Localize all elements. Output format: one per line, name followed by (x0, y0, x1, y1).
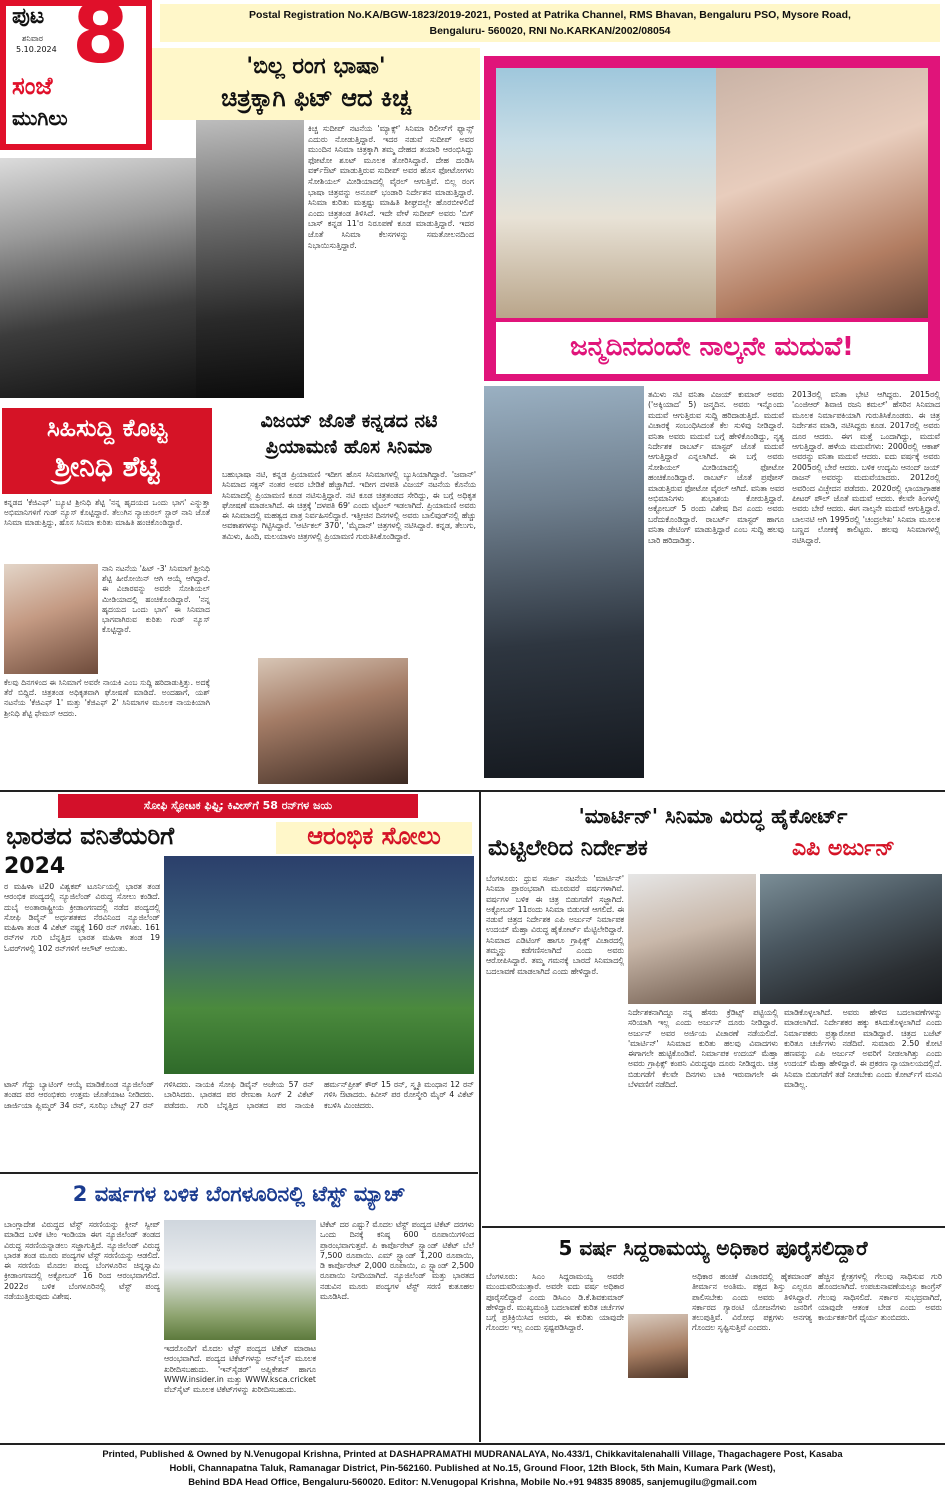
kiccha-headline-1: 'ಬಿಲ್ಲ ರಂಗ ಭಾಷಾ' (246, 54, 386, 79)
cricket-headline-a: ಭಾರತದ ವನಿತೆಯರಿಗೆ (6, 822, 175, 850)
priyamani-photo (258, 658, 408, 784)
srinidhi-headline-1: ಸಿಹಿಸುದ್ದಿ ಕೊಟ್ಟ (46, 414, 168, 442)
kiccha-headline-2: ಚಿತ್ರಕ್ಕಾಗಿ ಫಿಟ್ ಆದ ಕಿಚ್ಚ (221, 84, 411, 112)
test-match-body-col3: ಟಿಕೆಟ್ ದರ ಎಷ್ಟು? ಮೊದಲ ಟೆಸ್ಟ್ ಪಂದ್ಯದ ಟಿಕೆಟ್ ದರಗಳು ಒಂದು ದಿನಕ್ಕೆ ಕನಿಷ್ಠ 600 ರೂಪಾಯಿಗಳಿಂದ ಪ್ರಾರಂಭವಾಗುತ್ತವೆ. ಪಿ ಕಾರ್ಪೊರೇಟ್ ಸ್ಟ್ಯಾಂಡ್ ಟಿಕೆಟ್ ಬೆಲೆ 7,500 ರೂಪಾಯಿ. ಎಮ್ ಸ್ಟ್ಯಾಂಡ್ 1,200 ರೂಪಾಯಿ, ಡಿ ಕಾರ್ಪೊರೇಟ್ 2,000 ರೂಪಾಯಿ, ಎ ಸ್ಟ್ಯಾಂಡ್ 2,500 ರೂಪಾಯಿ ನಿಗದಿಯಾಗಿದೆ. ನ್ಯೂಜಿಲೆಂಡ್ ಮತ್ತು ಭಾರತದ ನಡುವಿನ ಮೂರು ಪಂದ್ಯಗಳ ಟೆಸ್ಟ್ ಸರಣಿ ಕುತೂಹಲ ಮೂಡಿಸಿದೆ. (320, 1220, 474, 1302)
kiccha-body: ಕಿಚ್ಚ ಸುದೀಪ್ ನಟನೆಯ 'ಮ್ಯಾಕ್ಸ್' ಸಿನಿಮಾ ರಿಲೀಸ್‌ಗೆ ಫ್ಯಾನ್ಸ್ ಎದುರು ನೋಡುತ್ತಿದ್ದಾರೆ. ಇದರ ನಡುವೆ ಸುದೀಪ್ ಅವರ ಮುಂದಿನ ಸಿನಿಮಾ ಚಿತ್ರಕ್ಕಾಗಿ ತಮ್ಮ ದೇಹದ ತಯಾರಿ ಆರಂಭಿಸಿದ್ದು ಫೋಟೋ ಶೂಟ್ ಮೂಲಕ ತೋರಿಸಿದ್ದಾರೆ. ದೇಹ ದಂಡಿಸಿ ವರ್ಕ್‌ಔಟ್ ಮಾಡುತ್ತಿರುವ ಸುದೀಪ್ ಅವರ ಹೊಸ ಫೋಟೋಗಳು ಸೋಶಿಯಲ್ ಮೀಡಿಯಾದಲ್ಲಿ ವೈರಲ್ ಆಗುತ್ತಿವೆ. ಬಿಲ್ಲ ರಂಗ ಭಾಷಾ ಚಿತ್ರವನ್ನು ಅನೂಪ್ ಭಂಡಾರಿ ನಿರ್ದೇಶನ ಮಾಡುತ್ತಿದ್ದಾರೆ. ಸಿನಿಮಾ ಕುರಿತು ಮತ್ತಷ್ಟು ಮಾಹಿತಿ ಶೀಘ್ರದಲ್ಲೇ ಹೊರಬೀಳಲಿದೆ ಎಂದು ಚಿತ್ರತಂಡ ತಿಳಿಸಿದೆ. ಇದೇ ವೇಳೆ ಸುದೀಪ್ ಅವರು 'ಬಿಗ್ ಬಾಸ್ ಕನ್ನಡ 11'ರ ನಿರೂಪಣೆ ಕೂಡ ಮಾಡುತ್ತಿದ್ದಾರೆ. ಇದರ ಜೊತೆ ಸಿನಿಮಾ ಕೆಲಸಗಳನ್ನು ಸಮತೋಲನದಿಂದ ನಿಭಾಯಿಸುತ್ತಿದ್ದಾರೆ. (308, 124, 474, 250)
cricket-kicker: ಸೋಫಿ ಸ್ಫೋಟಕ ಫಿಫ್ಟಿ; ಕಿವೀಸ್‌ಗೆ 58 ರನ್‌ಗಳ ಜಯ (143, 799, 333, 812)
mid-rule (0, 790, 945, 792)
paper-name-mugilu: ಮುಗಿಲು (12, 106, 68, 130)
footer-line-2: Hobli, Channapatna Taluk, Ramanagar District, Pin-562160. Published at No.15, Ground Floor, 12th Block, 5th Main, Kumara Park (West), (169, 1462, 776, 1473)
cricket-dateline: 2024 (4, 854, 66, 879)
vanitha-story (480, 48, 945, 788)
siddaramaiah-body-col1: ಬೆಂಗಳೂರು: ಸಿಎಂ ಸಿದ್ದರಾಮಯ್ಯ ಅವರೇ ಮುಂದುವರಿಯುತ್ತಾರೆ. ಅವರೇ ಐದು ವರ್ಷ ಅಧಿಕಾರ ಪೂರೈಸಲಿದ್ದಾರೆ ಎಂದು ಡಿಸಿಎಂ ಡಿ.ಕೆ.ಶಿವಕುಮಾರ್ ಹೇಳಿದ್ದಾರೆ. ಮುಖ್ಯಮಂತ್ರಿ ಬದಲಾವಣೆ ಕುರಿತ ಚರ್ಚೆಗಳ ಬಗ್ಗೆ ಪ್ರತಿಕ್ರಿಯಿಸಿದ ಅವರು, ಈ ಕುರಿತು ಯಾವುದೇ ಗೊಂದಲ ಇಲ್ಲ ಎಂದು ಸ್ಪಷ್ಟಪಡಿಸಿದ್ದಾರೆ. (486, 1272, 624, 1333)
priyamani-body: ಬಹುಭಾಷಾ ನಟಿ, ಕನ್ನಡ ಪ್ರಿಯಾಮಣಿ ಇದೀಗ ಹೊಸ ಸಿನಿಮಾಗಳಲ್ಲಿ ಬ್ಯುಸಿಯಾಗಿದ್ದಾರೆ. 'ಜವಾನ್' ಸಿನಿಮಾದ ಸಕ್ಸಸ್ ನಂತರ ಅವರ ಬೇಡಿಕೆ ಹೆಚ್ಚಾಗಿದೆ. ಇದೀಗ ದಳಪತಿ ವಿಜಯ್ ನಟನೆಯ ಕೊನೆಯ ಸಿನಿಮಾದಲ್ಲಿ ಪ್ರಿಯಾಮಣಿ ಕೂಡ ನಟಿಸುತ್ತಿದ್ದಾರೆ. ನಟಿ ಕೂಡ ಚಿತ್ರತಂಡದ ಸೇರಿದ್ದು, ಈ ಬಗ್ಗೆ ಅಧಿಕೃತ ಘೋಷಣೆ ಮಾಡಲಾಗಿದೆ. ಈ ಚಿತ್ರಕ್ಕೆ 'ದಳಪತಿ 69' ಎಂದು ಟೈಟಲ್ ಇಡಲಾಗಿದೆ. ಪ್ರಿಯಾಮಣಿ ಅವರು ಈ ಸಿನಿಮಾದಲ್ಲಿ ಮಹತ್ವದ ಪಾತ್ರ ನಿರ್ವಹಿಸಲಿದ್ದಾರೆ. ಇತ್ತೀಚಿನ ದಿನಗಳಲ್ಲಿ ಅವರು ಬಾಲಿವುಡ್‌ನಲ್ಲಿ ಹೆಚ್ಚು ಅವಕಾಶಗಳನ್ನು ಗಿಟ್ಟಿಸಿದ್ದಾರೆ. 'ಆರ್ಟಿಕಲ್ 370', 'ಮೈದಾನ್' ಚಿತ್ರಗಳಲ್ಲಿ ನಟಿಸಿದ್ದಾರೆ. ಕನ್ನಡ, ತೆಲುಗು, ತಮಿಳು, ಹಿಂದಿ, ಮಲಯಾಳಂ ಚಿತ್ರಗಳಲ್ಲಿ ಪ್ರಿಯಾಮಣಿ ಗುರುತಿಸಿಕೊಂಡಿದ್ದಾರೆ. (222, 470, 476, 541)
footer-rule (0, 1443, 945, 1445)
siddaramaiah-story (482, 1228, 945, 1440)
martin-body-col3: ಮಾಡಿಕೊಳ್ಳಲಾಗಿದೆ. ಅವರು ಹೇಳಿದ ಬದಲಾವಣೆಗಳನ್ನು ಮಾಡಲಾಗಿದೆ. ನಿರ್ದೇಶಕರ ಹಕ್ಕು ಕಸಿದುಕೊಳ್ಳಲಾಗಿದೆ ಎಂದು ನಿರ್ಮಾಪಕರು ಪ್ರತ್ಯಾರೋಪ ಮಾಡಿದ್ದಾರೆ. ಚಿತ್ರದ ಬಜೆಟ್ ಕುರಿತೂ ಚರ್ಚೆಗಳು ನಡೆದಿವೆ. ಸುಮಾರು 2.50 ಕೋಟಿ ಹಣವನ್ನು ಎಪಿ ಅರ್ಜುನ್ ಅವರಿಗೆ ನೀಡಲಾಗಿತ್ತು ಎಂದು ಉದಯ್ ಮೆಹ್ತಾ ಹೇಳಿದ್ದಾರೆ. ಈ ಪ್ರಕರಣ ನ್ಯಾಯಾಲಯದಲ್ಲಿದೆ. ಸಿನಿಮಾ ಬಿಡುಗಡೆಗೆ ತಡೆ ನೀಡಬೇಕು ಎಂದು ಕೋರ್ಟ್‌ಗೆ ಮನವಿ ಮಾಡಿಲ್ಲ. (784, 1008, 942, 1090)
footer (0, 1446, 945, 1491)
martin-photo-arjun (628, 874, 756, 1004)
srinidhi-body-bottom: ಕೆಲವು ದಿನಗಳಿಂದ ಈ ಸಿನಿಮಾಗೆ ಅವರೇ ನಾಯಕಿ ಎಂಬ ಸುದ್ದಿ ಹರಿದಾಡುತ್ತಿತ್ತು. ಅದಕ್ಕೆ ತೆರೆ ಬಿದ್ದಿದೆ. ಚಿತ್ರತಂಡ ಅಧಿಕೃತವಾಗಿ ಘೋಷಣೆ ಮಾಡಿದೆ. ಅಂದಹಾಗೆ, ಯಶ್ ನಟನೆಯ 'ಕೆಜಿಎಫ್ 1' ಮತ್ತು 'ಕೆಜಿಎಫ್ 2' ಸಿನಿಮಾಗಳ ಮೂಲಕ ನಾಯಕಿಯಾಗಿ ಶ್ರೀನಿಧಿ ಶೆಟ್ಟಿ ಫೇಮಸ್ ಆದರು. (4, 678, 210, 718)
siddaramaiah-headline: 5 ವರ್ಷ ಸಿದ್ದರಾಮಯ್ಯ ಅಧಿಕಾರ ಪೂರೈಸಲಿದ್ದಾರೆ (558, 1236, 868, 1260)
page-number: 8 (72, 0, 130, 82)
siddaramaiah-body-col2: ಅಧಿಕಾರ ಹಂಚಿಕೆ ವಿಚಾರದಲ್ಲಿ ಹೈಕಮಾಂಡ್ ತೀರ್ಮಾನ ಅಂತಿಮ. ಪಕ್ಷದ ಶಿಸ್ತು ಎಲ್ಲರೂ ಪಾಲಿಸಬೇಕು ಎಂದು ಅವರು ತಿಳಿಸಿದ್ದಾರೆ. ಸರ್ಕಾರದ ಗ್ಯಾರಂಟಿ ಯೋಜನೆಗಳು ಜನರಿಗೆ ತಲುಪುತ್ತಿವೆ. ವಿರೋಧ ಪಕ್ಷಗಳು ಅನಗತ್ಯ ಗೊಂದಲ ಸೃಷ್ಟಿಸುತ್ತಿವೆ ಎಂದರು. (692, 1272, 812, 1333)
cricket-headline-b: ಆರಂಭಿಕ ಸೋಲು (307, 822, 441, 850)
page-word: ಪುಟ (12, 4, 45, 29)
srinidhi-body-top: ಕನ್ನಡದ 'ಕೆಜಿಎಫ್' ಬ್ಯೂಟಿ ಶ್ರೀನಿಧಿ ಶೆಟ್ಟಿ 'ನನ್ನ ಹೃದಯದ ಒಂದು ಭಾಗ' ಎನ್ನುತ್ತಾ ಅಭಿಮಾನಿಗಳಿಗೆ ಗುಡ್ ನ್ಯೂಸ್ ಕೊಟ್ಟಿದ್ದಾರೆ. ತೆಲುಗಿನ ನ್ಯಾಚುರಲ್ ಸ್ಟಾರ್ ನಾನಿ ಜೊತೆ ಸಿನಿಮಾ ಮಾಡುತ್ತಿದ್ದು, ಹೊಸ ಸಿನಿಮಾ ಕುರಿತು ಮಾಹಿತಿ ಹಂಚಿಕೊಂಡಿದ್ದಾರೆ. (4, 498, 210, 528)
kiccha-story (0, 48, 480, 400)
priyamani-headline-2: ಪ್ರಿಯಾಮಣಿ ಹೊಸ ಸಿನಿಮಾ (265, 436, 433, 458)
test-match-body-col2: ಇದರೊಂದಿಗೆ ಮೊದಲ ಟೆಸ್ಟ್ ಪಂದ್ಯದ ಟಿಕೆಟ್ ಮಾರಾಟ ಆರಂಭವಾಗಿದೆ. ಪಂದ್ಯದ ಟಿಕೆಟ್‌ಗಳನ್ನು ಆನ್‌ಲೈನ್ ಮೂಲಕ ಖರೀದಿಸಬಹುದು. 'ಇನ್‌ಸೈಡರ್' ಅಪ್ಲಿಕೇಶನ್ ಹಾಗೂ WWW.insider.in ಮತ್ತು WWW.ksca.cricket ವೆಬ್‌ಸೈಟ್ ಮೂಲಕ ಟಿಕೆಟ್‌ಗಳನ್ನು ಖರೀದಿಸಬಹುದು. (164, 1344, 316, 1395)
cricket-women-photo (164, 856, 474, 1074)
kiccha-photo-left (0, 158, 196, 398)
col-rule (479, 792, 481, 1442)
martin-story (482, 794, 945, 1224)
siddaramaiah-photo (628, 1314, 688, 1378)
vanitha-photo-portrait (716, 68, 928, 318)
paper-name-sanje: ಸಂಜೆ (12, 72, 53, 100)
test-match-story (0, 1176, 478, 1440)
women-cricket-story (0, 794, 478, 1170)
siddaramaiah-body-col3: ಹೆಚ್ಚಿನ ಕ್ಷೇತ್ರಗಳಲ್ಲಿ ಗೆಲುವು ಸಾಧಿಸುವ ಗುರಿ ಹೊಂದಲಾಗಿದೆ. ಉಪಚುನಾವಣೆಯಲ್ಲೂ ಕಾಂಗ್ರೆಸ್ ಗೆಲುವು ಸಾಧಿಸಲಿದೆ. ಸರ್ಕಾರ ಸುಭದ್ರವಾಗಿದೆ, ಯಾವುದೇ ಆತಂಕ ಬೇಡ ಎಂದು ಅವರು ಕಾರ್ಯಕರ್ತರಿಗೆ ಧೈರ್ಯ ತುಂಬಿದರು. (818, 1272, 942, 1323)
test-match-body-col1: ಬಾಂಗ್ಲಾದೇಶ ವಿರುದ್ಧದ ಟೆಸ್ಟ್ ಸರಣಿಯನ್ನು ಕ್ಲೀನ್ ಸ್ವೀಪ್ ಮಾಡಿದ ಬಳಿಕ ಟೀಂ ಇಂಡಿಯಾ ಈಗ ನ್ಯೂಜಿಲೆಂಡ್ ತಂಡದ ವಿರುದ್ಧ ಸರಣಿಯನ್ನಾಡಲು ಸಜ್ಜಾಗುತ್ತಿದೆ. ನ್ಯೂಜಿಲೆಂಡ್ ವಿರುದ್ಧ ಭಾರತ ತಂಡ ಮೂರು ಪಂದ್ಯಗಳ ಟೆಸ್ಟ್ ಸರಣಿಯನ್ನು ಆಡಲಿದೆ. ಈ ಸರಣಿಯ ಮೊದಲ ಪಂದ್ಯ ಬೆಂಗಳೂರಿನ ಚಿನ್ನಸ್ವಾಮಿ ಕ್ರೀಡಾಂಗಣದಲ್ಲಿ ಅಕ್ಟೋಬರ್ 16 ರಿಂದ ಆರಂಭವಾಗಲಿದೆ. 2022ರ ಬಳಿಕ ಬೆಂಗಳೂರಿನಲ್ಲಿ ಟೆಸ್ಟ್ ಪಂದ್ಯ ನಡೆಯುತ್ತಿರುವುದು ವಿಶೇಷ. (4, 1220, 160, 1302)
srinidhi-story (0, 404, 215, 788)
vanitha-body-col2: 2013ರಲ್ಲಿ ವನಿತಾ ಭೇಟಿ ಆಗಿದ್ದರು. 2015ರಲ್ಲಿ 'ಎಂಜಿಆರ್ ಶಿವಾಜಿ ರಜನಿ ಕಮಲ್' ಹೆಸರಿನ ಸಿನಿಮಾದ ಮೂಲಕ ನಿರ್ಮಾಪಕಿಯಾಗಿ ಗುರುತಿಸಿಕೊಂಡರು. ಈ ಚಿತ್ರ ನಿರ್ದೇಶನ ಮಾಡಿ, ನಟಿಸಿದ್ದರು ಕೂಡ. 2017ರಲ್ಲಿ ಅವರು ದೂರ ಆದರು. ಈಗ ಮತ್ತೆ ಒಂದಾಗಿದ್ದು, ಮದುವೆ ಆಗುತ್ತಿದ್ದಾರೆ. ಹಳೆಯ ಮದುವೆಗಳು: 2000ರಲ್ಲಿ ಆಕಾಶ್ ಅವರನ್ನು ವನಿತಾ ಮದುವೆ ಆದರು. ಐದು ವರ್ಷಕ್ಕೆ ಅವರು 2005ರಲ್ಲಿ ಬೇರೆ ಆದರು. ಬಳಿಕ ಉದ್ಯಮಿ ಆನಂದ್ ಜಯ್ ರಾಜನ್ ಅವರನ್ನು ಮದುವೆಯಾದರು. 2012ರಲ್ಲಿ ಅವರಿಂದ ವಿಚ್ಛೇದನ ಪಡೆದರು. 2020ರಲ್ಲಿ ಛಾಯಾಗ್ರಾಹಕ ಪೀಟರ್ ಪೌಲ್ ಜೊತೆ ಮದುವೆ ಆದರು. ಕೆಲವೇ ತಿಂಗಳಲ್ಲಿ ಅವರು ಬೇರೆ ಆದರು. ಈಗ ನಾಲ್ಕನೇ ಮದುವೆ ಆಗುತ್ತಿದ್ದಾರೆ. ಬಾಲನಟಿ ಆಗಿ 1995ರಲ್ಲಿ 'ಚಂದ್ರಲೇಖ' ಸಿನಿಮಾ ಮೂಲಕ ಬಣ್ಣದ ಲೋಕಕ್ಕೆ ಕಾಲಿಟ್ಟರು. ಹಲವು ಸಿನಿಮಾಗಳಲ್ಲಿ ನಟಿಸಿದ್ದಾರೆ. (792, 390, 940, 545)
martin-body-col2: ನಿರ್ದೇಶಕನಾಗಿದ್ದೂ ನನ್ನ ಹೆಸರು ಕ್ರೆಡಿಟ್ಸ್ ಪಟ್ಟಿಯಲ್ಲಿ ಸರಿಯಾಗಿ ಇಲ್ಲ ಎಂದು ಅರ್ಜುನ್ ದೂರು ನೀಡಿದ್ದಾರೆ. ಅರ್ಜುನ್ ಅವರ ಅರ್ಜಿಯ ವಿಚಾರಣೆ ನಡೆಯಲಿದೆ. 'ಮಾರ್ಟಿನ್' ಸಿನಿಮಾದ ಕುರಿತು ಹಲವು ವಿವಾದಗಳು ಈಗಾಗಲೇ ಹುಟ್ಟಿಕೊಂಡಿವೆ. ನಿರ್ಮಾಪಕ ಉದಯ್ ಮೆಹ್ತಾ ಅವರು ಗ್ರಾಫಿಕ್ಸ್ ಕಂಪನಿ ವಿರುದ್ಧವೂ ದೂರು ನೀಡಿದ್ದರು. ಚಿತ್ರ ಬಿಡುಗಡೆಗೆ ಕೆಲವೇ ದಿನಗಳು ಬಾಕಿ ಇರುವಾಗಲೇ ಈ ಬೆಳವಣಿಗೆ ನಡೆದಿದೆ. (628, 1008, 778, 1090)
priyamani-headline-1: ವಿಜಯ್ ಜೊತೆ ಕನ್ನಡದ ನಟಿ (260, 410, 438, 432)
martin-headline-2b: ಎಪಿ ಅರ್ಜುನ್ (792, 836, 895, 861)
martin-headline-2a: ಮೆಟ್ಟಿಲೇರಿದ ನಿರ್ದೇಶಕ (488, 836, 648, 861)
date-label: 5.10.2024 (16, 45, 57, 54)
registration-line-1: Postal Registration No.KA/BGW-1823/2019-2021, Posted at Patrika Channel, RMS Bhavan, Bengaluru PSO, Mysore Road, (249, 9, 851, 21)
srinidhi-body-side: ನಾನಿ ನಟನೆಯ 'ಹಿಟ್ -3' ಸಿನಿಮಾಗೆ ಶ್ರೀನಿಧಿ ಶೆಟ್ಟಿ ಹೀರೋಯಿನ್ ಆಗಿ ಆಯ್ಕೆ ಆಗಿದ್ದಾರೆ. ಈ ವಿಚಾರವನ್ನು ಅವರೇ ಸೋಶಿಯಲ್ ಮೀಡಿಯಾದಲ್ಲಿ ಹಂಚಿಕೊಂಡಿದ್ದಾರೆ. 'ನನ್ನ ಹೃದಯದ ಒಂದು ಭಾಗ' ಈ ಸಿನಿಮಾದ ಭಾಗವಾಗಿರುವ ಕುರಿತು ಗುಡ್ ನ್ಯೂಸ್ ಕೊಟ್ಟಿದ್ದಾರೆ. (102, 564, 210, 635)
cricket-body-bottom: ಟಾಸ್ ಗೆದ್ದು ಬ್ಯಾಟಿಂಗ್ ಆಯ್ಕೆ ಮಾಡಿಕೊಂಡ ನ್ಯೂಜಿಲೆಂಡ್ ತಂಡದ ಪರ ಆರಂಭಿಕರು ಉತ್ತಮ ಜೊತೆಯಾಟ ನೀಡಿದರು. ಜಾರ್ಜಿಯಾ ಪ್ಲಿಮ್ಮರ್ 34 ರನ್, ಸೂಝಿ ಬೇಟ್ಸ್ 27 ರನ್ ಗಳಿಸಿದರು. ನಾಯಕಿ ಸೋಫಿ ಡಿವೈನ್ ಅಜೇಯ 57 ರನ್ ಬಾರಿಸಿದರು. ಭಾರತದ ಪರ ರೇಣುಕಾ ಸಿಂಗ್ 2 ವಿಕೆಟ್ ಪಡೆದರು. ಗುರಿ ಬೆನ್ನತ್ತಿದ ಭಾರತದ ಪರ ನಾಯಕಿ ಹರ್ಮನ್‌ಪ್ರೀತ್ ಕೌರ್ 15 ರನ್, ಸ್ಮೃತಿ ಮಂಧಾನ 12 ರನ್ ಗಳಿಸಿ ಔಟಾದರು. ಕಿವೀಸ್ ಪರ ರೋಸ್ಮೇರಿ ಮೈರ್ 4 ವಿಕೆಟ್ ಕಬಳಿಸಿ ಮಿಂಚಿದರು. (4, 1080, 474, 1110)
vanitha-headline: ಜನ್ಮದಿನದಂದೇ ನಾಲ್ಕನೇ ಮದುವೆ! (570, 332, 854, 362)
martin-body-col1: ಬೆಂಗಳೂರು: ಧ್ರುವ ಸರ್ಜಾ ನಟನೆಯ 'ಮಾರ್ಟಿನ್' ಸಿನಿಮಾ ಪ್ರಾರಂಭವಾಗಿ ಮೂರುವರೆ ವರ್ಷಗಳಾಗಿವೆ. ವರ್ಷಗಳ ಬಳಿಕ ಈ ಚಿತ್ರ ಬಿಡುಗಡೆಗೆ ಸಜ್ಜಾಗಿದೆ. ಅಕ್ಟೋಬರ್ 11ರಂದು ಸಿನಿಮಾ ಬಿಡುಗಡೆ ಆಗಲಿದೆ. ಈ ನಡುವೆ ಚಿತ್ರದ ನಿರ್ದೇಶಕ ಎಪಿ ಅರ್ಜುನ್ ನಿರ್ಮಾಪಕ ಉದಯ್ ಮೆಹ್ತಾ ವಿರುದ್ಧ ಹೈಕೋರ್ಟ್ ಮೆಟ್ಟಿಲೇರಿದ್ದಾರೆ. ಸಿನಿಮಾದ ಎಡಿಟಿಂಗ್ ಹಾಗೂ ಗ್ರಾಫಿಕ್ಸ್ ವಿಚಾರದಲ್ಲಿ ತಮ್ಮನ್ನು ಕಡೆಗಣಿಸಲಾಗಿದೆ ಎಂದು ಅವರು ಆರೋಪಿಸಿದ್ದಾರೆ. ತಮ್ಮ ಗಮನಕ್ಕೆ ಬಾರದೆ ಸಿನಿಮಾದಲ್ಲಿ ಬದಲಾವಣೆ ಮಾಡಲಾಗಿದೆ ಎಂದು ಹೇಳಿದ್ದಾರೆ. (486, 874, 624, 976)
footer-line-1: Printed, Published & Owned by N.Venugopal Krishna, Printed at DASHAPRAMATHI MUDRANALAYA, No.433/1, Chikkavitalenahalli Village, Thagachagere Post, Kasaba (102, 1448, 843, 1459)
srinidhi-headline-2: ಶ್ರೀನಿಧಿ ಶೆಟ್ಟಿ (54, 450, 160, 483)
srinidhi-photo (4, 564, 98, 674)
footer-line-3: Behind BDA Head Office, Bengaluru-560020. Editor: N.Venugopal Krishna, Mobile No.+91 94835 89085, sanjemugilu@gmail.com (188, 1476, 757, 1487)
day-label: ಶನಿವಾರ (22, 34, 44, 43)
kiccha-photo-right (196, 120, 304, 398)
vanitha-body-col1: ತಮಿಳು ನಟಿ ವನಿತಾ ವಿಜಯ್ ಕುಮಾರ್ ಅವರು ('ಅಕ್ಕಿಯಾದ' 5) ಜನ್ಮದಿನ. ಅವರು ಇನ್ನೊಂದು ಮದುವೆ ಆಗುತ್ತಿರುವ ಸುದ್ದಿ ಹರಿದಾಡುತ್ತಿದೆ. ಮದುವೆ ವಿಚಾರಕ್ಕೆ ಸಂಬಂಧಿಸಿದಂತೆ ಕೆಲ ಸುಳಿವು ನೀಡಿದ್ದಾರೆ. ವನಿತಾ ಅವರು ಮದುವೆ ಬಗ್ಗೆ ಹೇಳಿಕೊಂಡಿದ್ದು, ನೃತ್ಯ ನಿರ್ದೇಶಕ ರಾಬರ್ಟ್ ಮಾಸ್ಟರ್ ಜೊತೆ ಮದುವೆ ಆಗುತ್ತಿದ್ದಾರೆ ಎನ್ನಲಾಗಿದೆ. ಈ ಬಗ್ಗೆ ಅವರು ಸೋಶಿಯಲ್ ಮೀಡಿಯಾದಲ್ಲಿ ಫೋಟೋ ಹಂಚಿಕೊಂಡಿದ್ದಾರೆ. ರಾಬರ್ಟ್ ಜೊತೆ ಪ್ರಪೋಸ್ ಮಾಡುತ್ತಿರುವ ಫೋಟೋ ವೈರಲ್ ಆಗಿದೆ. ವನಿತಾ ಅವರ ಅಭಿಮಾನಿಗಳು ಶುಭಾಶಯ ಕೋರುತ್ತಿದ್ದಾರೆ. ಅಕ್ಟೋಬರ್ 5 ರಂದು ವಿಶೇಷ ದಿನ ಎಂದು ಅವರು ಬರೆದುಕೊಂಡಿದ್ದಾರೆ. ರಾಬರ್ಟ್ ಮಾಸ್ಟರ್ ಹಾಗೂ ವನಿತಾ ಡೇಟಿಂಗ್ ಮಾಡುತ್ತಿದ್ದಾರೆ ಎಂಬ ಸುದ್ದಿ ಹಲವು ಬಾರಿ ಹರಿದಾಡಿತ್ತು. (648, 390, 784, 545)
cricket-body-top: ರ ಮಹಿಳಾ ಟಿ20 ವಿಶ್ವಕಪ್ ಟೂರ್ನಿಯಲ್ಲಿ ಭಾರತ ತಂಡ ಆರಂಭಿಕ ಪಂದ್ಯದಲ್ಲಿ ನ್ಯೂಜಿಲೆಂಡ್ ವಿರುದ್ಧ ಸೋಲು ಕಂಡಿದೆ. ದುಬೈ ಅಂತಾರಾಷ್ಟ್ರೀಯ ಕ್ರೀಡಾಂಗಣದಲ್ಲಿ ನಡೆದ ಪಂದ್ಯದಲ್ಲಿ ಸೋಫಿ ಡಿವೈನ್ ಅರ್ಧಶತಕದ ನೆರವಿನಿಂದ ನ್ಯೂಜಿಲೆಂಡ್ ಮಹಿಳಾ ತಂಡ 4 ವಿಕೆಟ್ ನಷ್ಟಕ್ಕೆ 160 ರನ್ ಗಳಿಸಿತು. 161 ರನ್‌ಗಳ ಗುರಿ ಬೆನ್ನತ್ತಿದ ಭಾರತ ಮಹಿಳಾ ತಂಡ 19 ಓವರ್‌ಗಳಲ್ಲಿ 102 ರನ್‌ಗಳಿಗೆ ಆಲೌಟ್ ಆಯಿತು. (4, 882, 160, 953)
test-match-headline: 2 ವರ್ಷಗಳ ಬಳಿಕ ಬೆಂಗಳೂರಿನಲ್ಲಿ ಟೆಸ್ಟ್ ಮ್ಯಾಚ್ (72, 1182, 406, 1206)
martin-photo-poster (760, 874, 942, 1004)
priyamani-story (218, 404, 480, 788)
registration-line-2: Bengaluru- 560020, RNI No.KARKAN/2002/08054 (429, 25, 671, 37)
vanitha-photo-couple (496, 68, 716, 318)
test-match-photo (164, 1220, 316, 1340)
vanitha-photo-main (484, 386, 644, 778)
martin-headline-1: 'ಮಾರ್ಟಿನ್' ಸಿನಿಮಾ ವಿರುದ್ಧ ಹೈಕೋರ್ಟ್ (578, 804, 848, 828)
rule-cricket-test (0, 1172, 478, 1174)
